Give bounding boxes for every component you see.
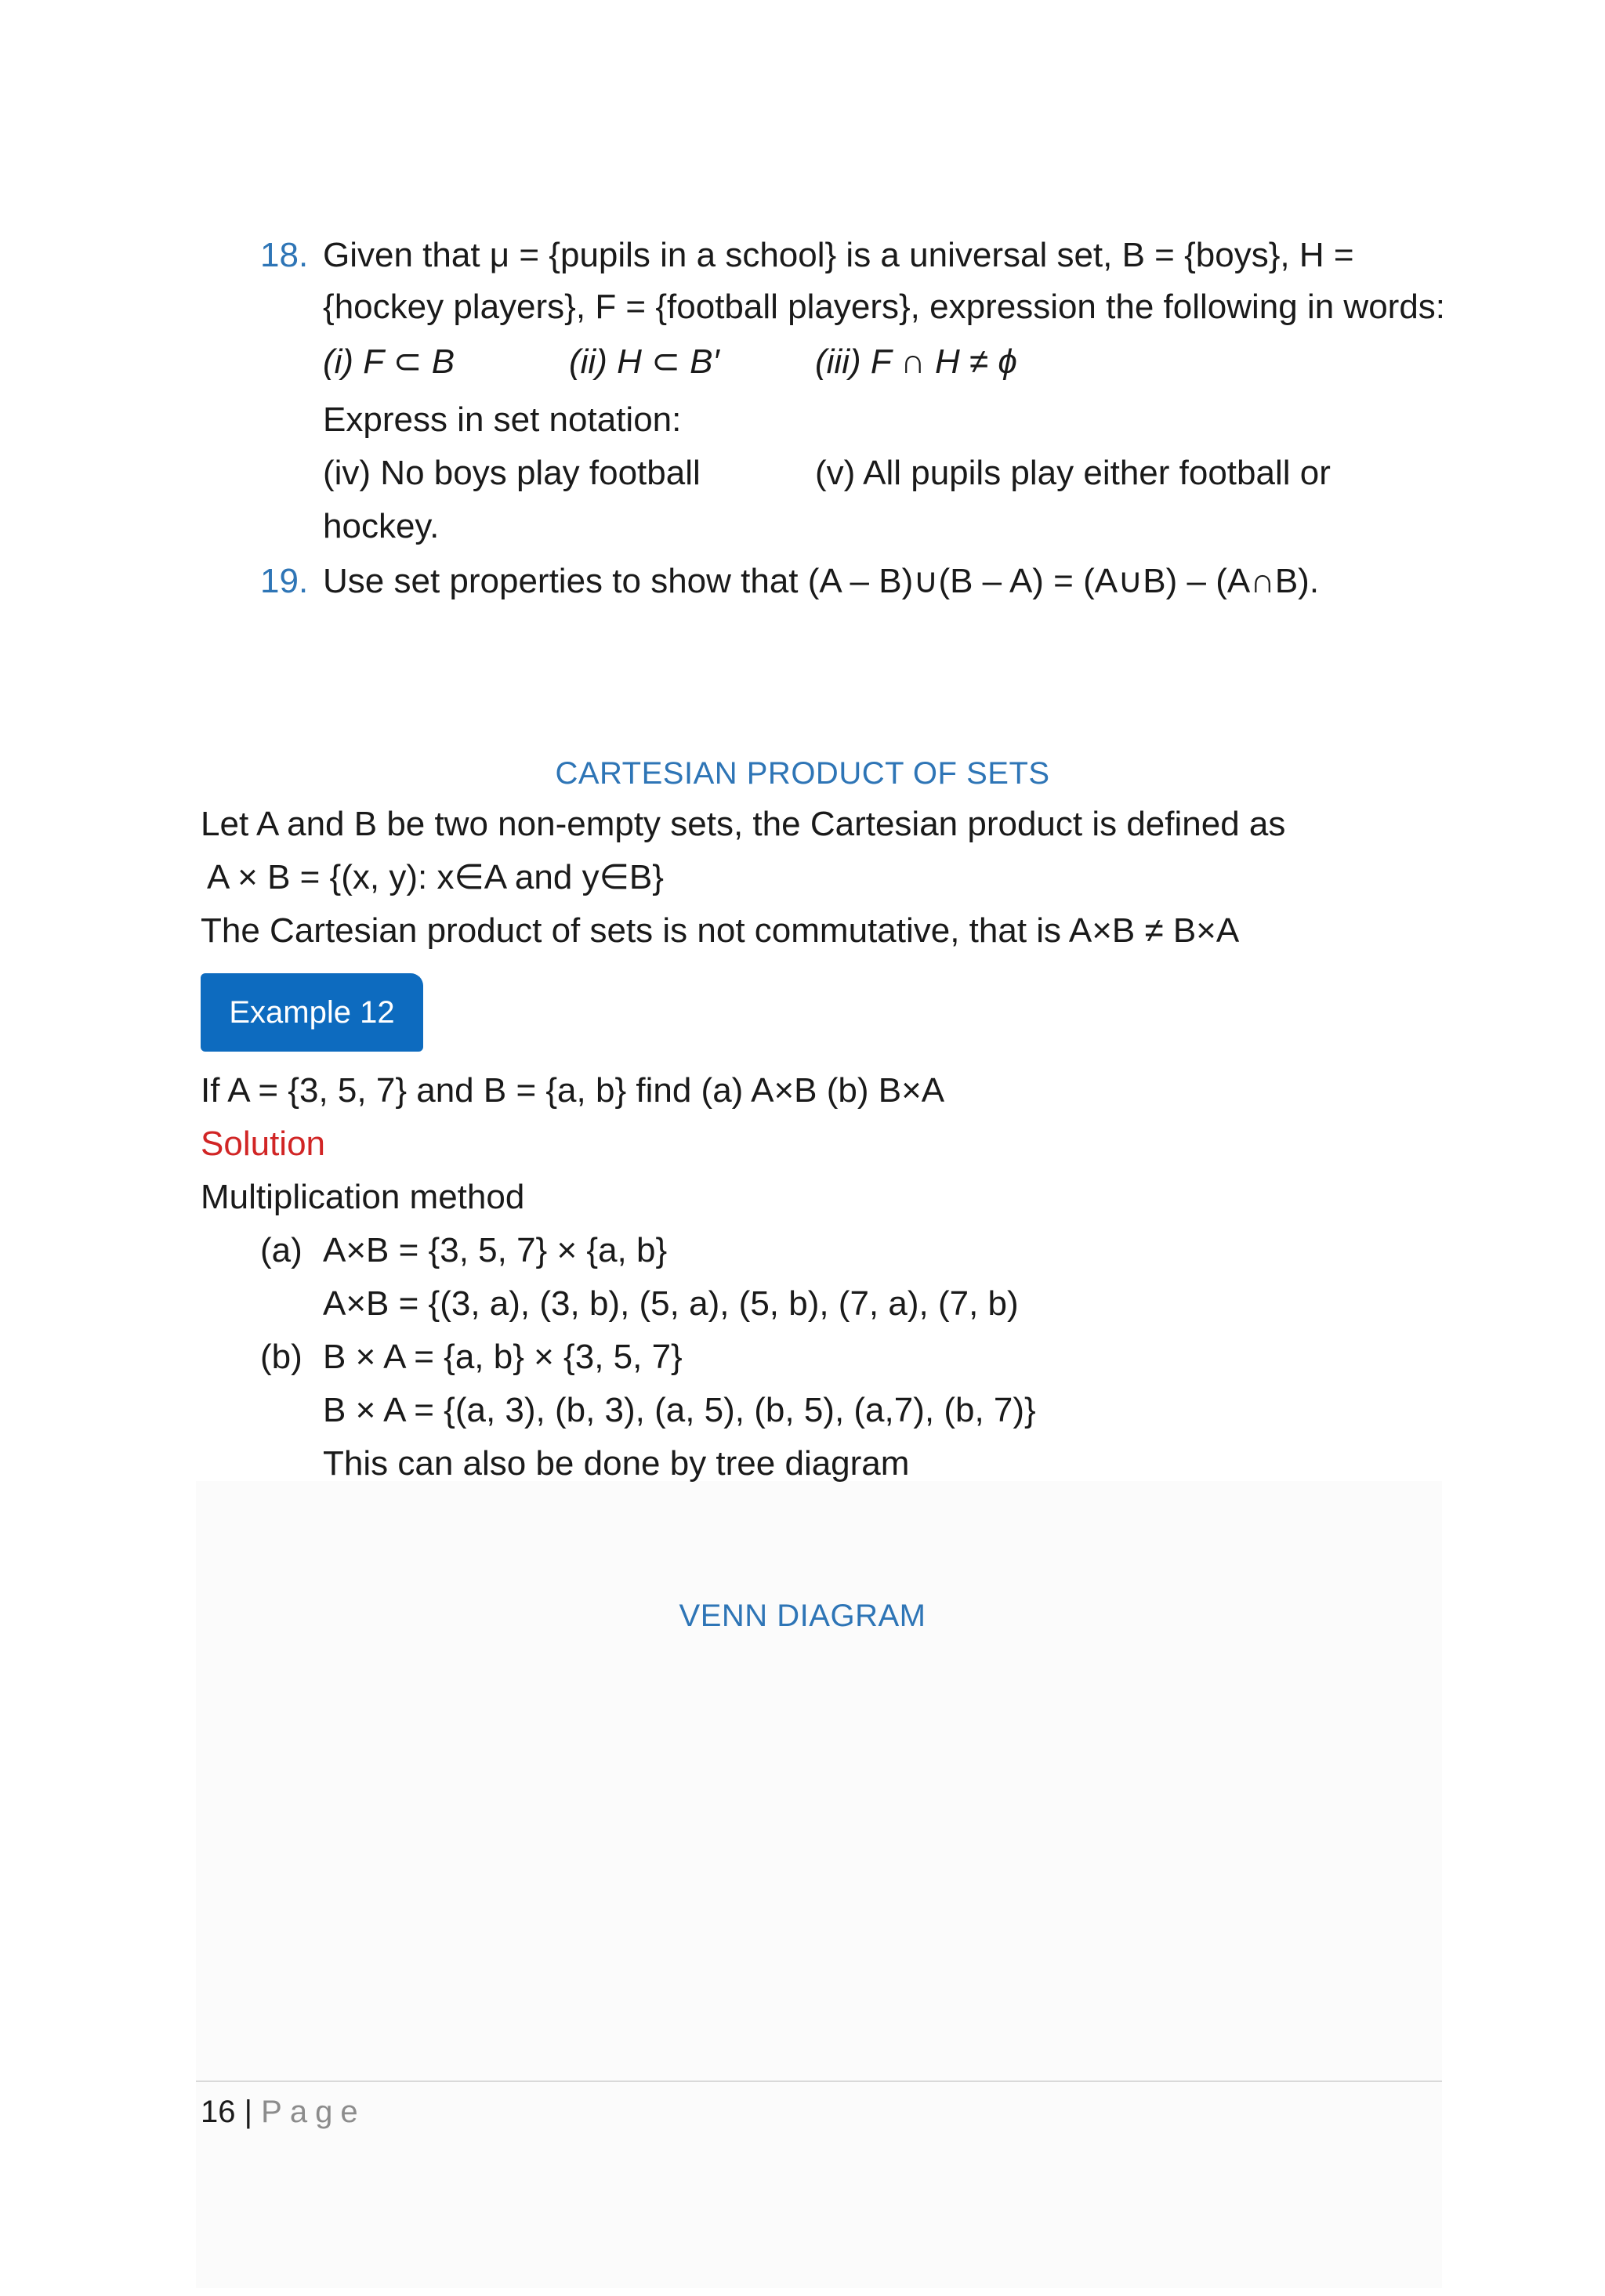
question-18-part-iii: (iii) F ∩ H ≠ ϕ <box>815 342 1017 381</box>
question-18-express: Express in set notation: <box>323 400 682 439</box>
tree-diagram-note: This can also be done by tree diagram <box>323 1444 910 1483</box>
part-a-line1: A×B = {3, 5, 7} × {a, b} <box>323 1231 668 1269</box>
example-12-box: Example 12 <box>201 973 423 1052</box>
part-b-line2: B × A = {(a, 3), (b, 3), (a, 5), (b, 5), (a,7), (b, 7)} <box>323 1391 1036 1429</box>
question-18-part-i: (i) F ⊂ B <box>323 342 455 381</box>
question-19-text: Use set properties to show that (A – B)∪(B – A) = (A∪B) – (A∩B). <box>323 562 1320 600</box>
question-18-number: 18. <box>260 236 309 274</box>
part-a-line2: A×B = {(3, a), (3, b), (5, a), (5, b), (7, a), (7, b) <box>323 1284 1019 1323</box>
question-19-line <box>260 558 1319 605</box>
question-19-number: 19. <box>260 562 309 600</box>
question-18-line2: {hockey players}, F = {football players}, expression the following in words: <box>323 288 1446 326</box>
question-18-line1 <box>260 232 1354 279</box>
footer-rule <box>196 2081 1442 2082</box>
question-18-part-v-cont: hockey. <box>323 507 440 545</box>
cartesian-definition-1: Let A and B be two non-empty sets, the Cartesian product is defined as <box>201 805 1286 843</box>
venn-heading: VENN DIAGRAM <box>679 1599 926 1633</box>
example-question: If A = {3, 5, 7} and B = {a, b} find (a) A×B (b) B×A <box>201 1071 945 1110</box>
page-word: Page <box>261 2095 366 2129</box>
part-b-label: (b) <box>260 1338 303 1376</box>
part-b-line1: B × A = {a, b} × {3, 5, 7} <box>323 1338 683 1376</box>
method-label: Multiplication method <box>201 1178 525 1216</box>
question-18-part-v: (v) All pupils play either football or <box>815 454 1331 492</box>
question-18-part-iv: (iv) No boys play football <box>323 454 701 492</box>
solution-label: Solution <box>201 1124 326 1163</box>
cartesian-heading: CARTESIAN PRODUCT OF SETS <box>555 756 1050 791</box>
cartesian-definition-2: A × B = {(x, y): x∈A and y∈B} <box>207 858 664 896</box>
footer-separator: | <box>244 2095 253 2129</box>
question-18-part-ii: (ii) H ⊂ B′ <box>569 342 719 381</box>
page-number: 16 <box>201 2095 236 2129</box>
question-18-text-1: Given that μ = {pupils in a school} is a universal set, B = {boys}, H = <box>323 236 1354 274</box>
cartesian-definition-3: The Cartesian product of sets is not commutative, that is A×B ≠ B×A <box>201 911 1240 950</box>
page-footer <box>201 2088 366 2135</box>
part-a-label: (a) <box>260 1231 303 1269</box>
